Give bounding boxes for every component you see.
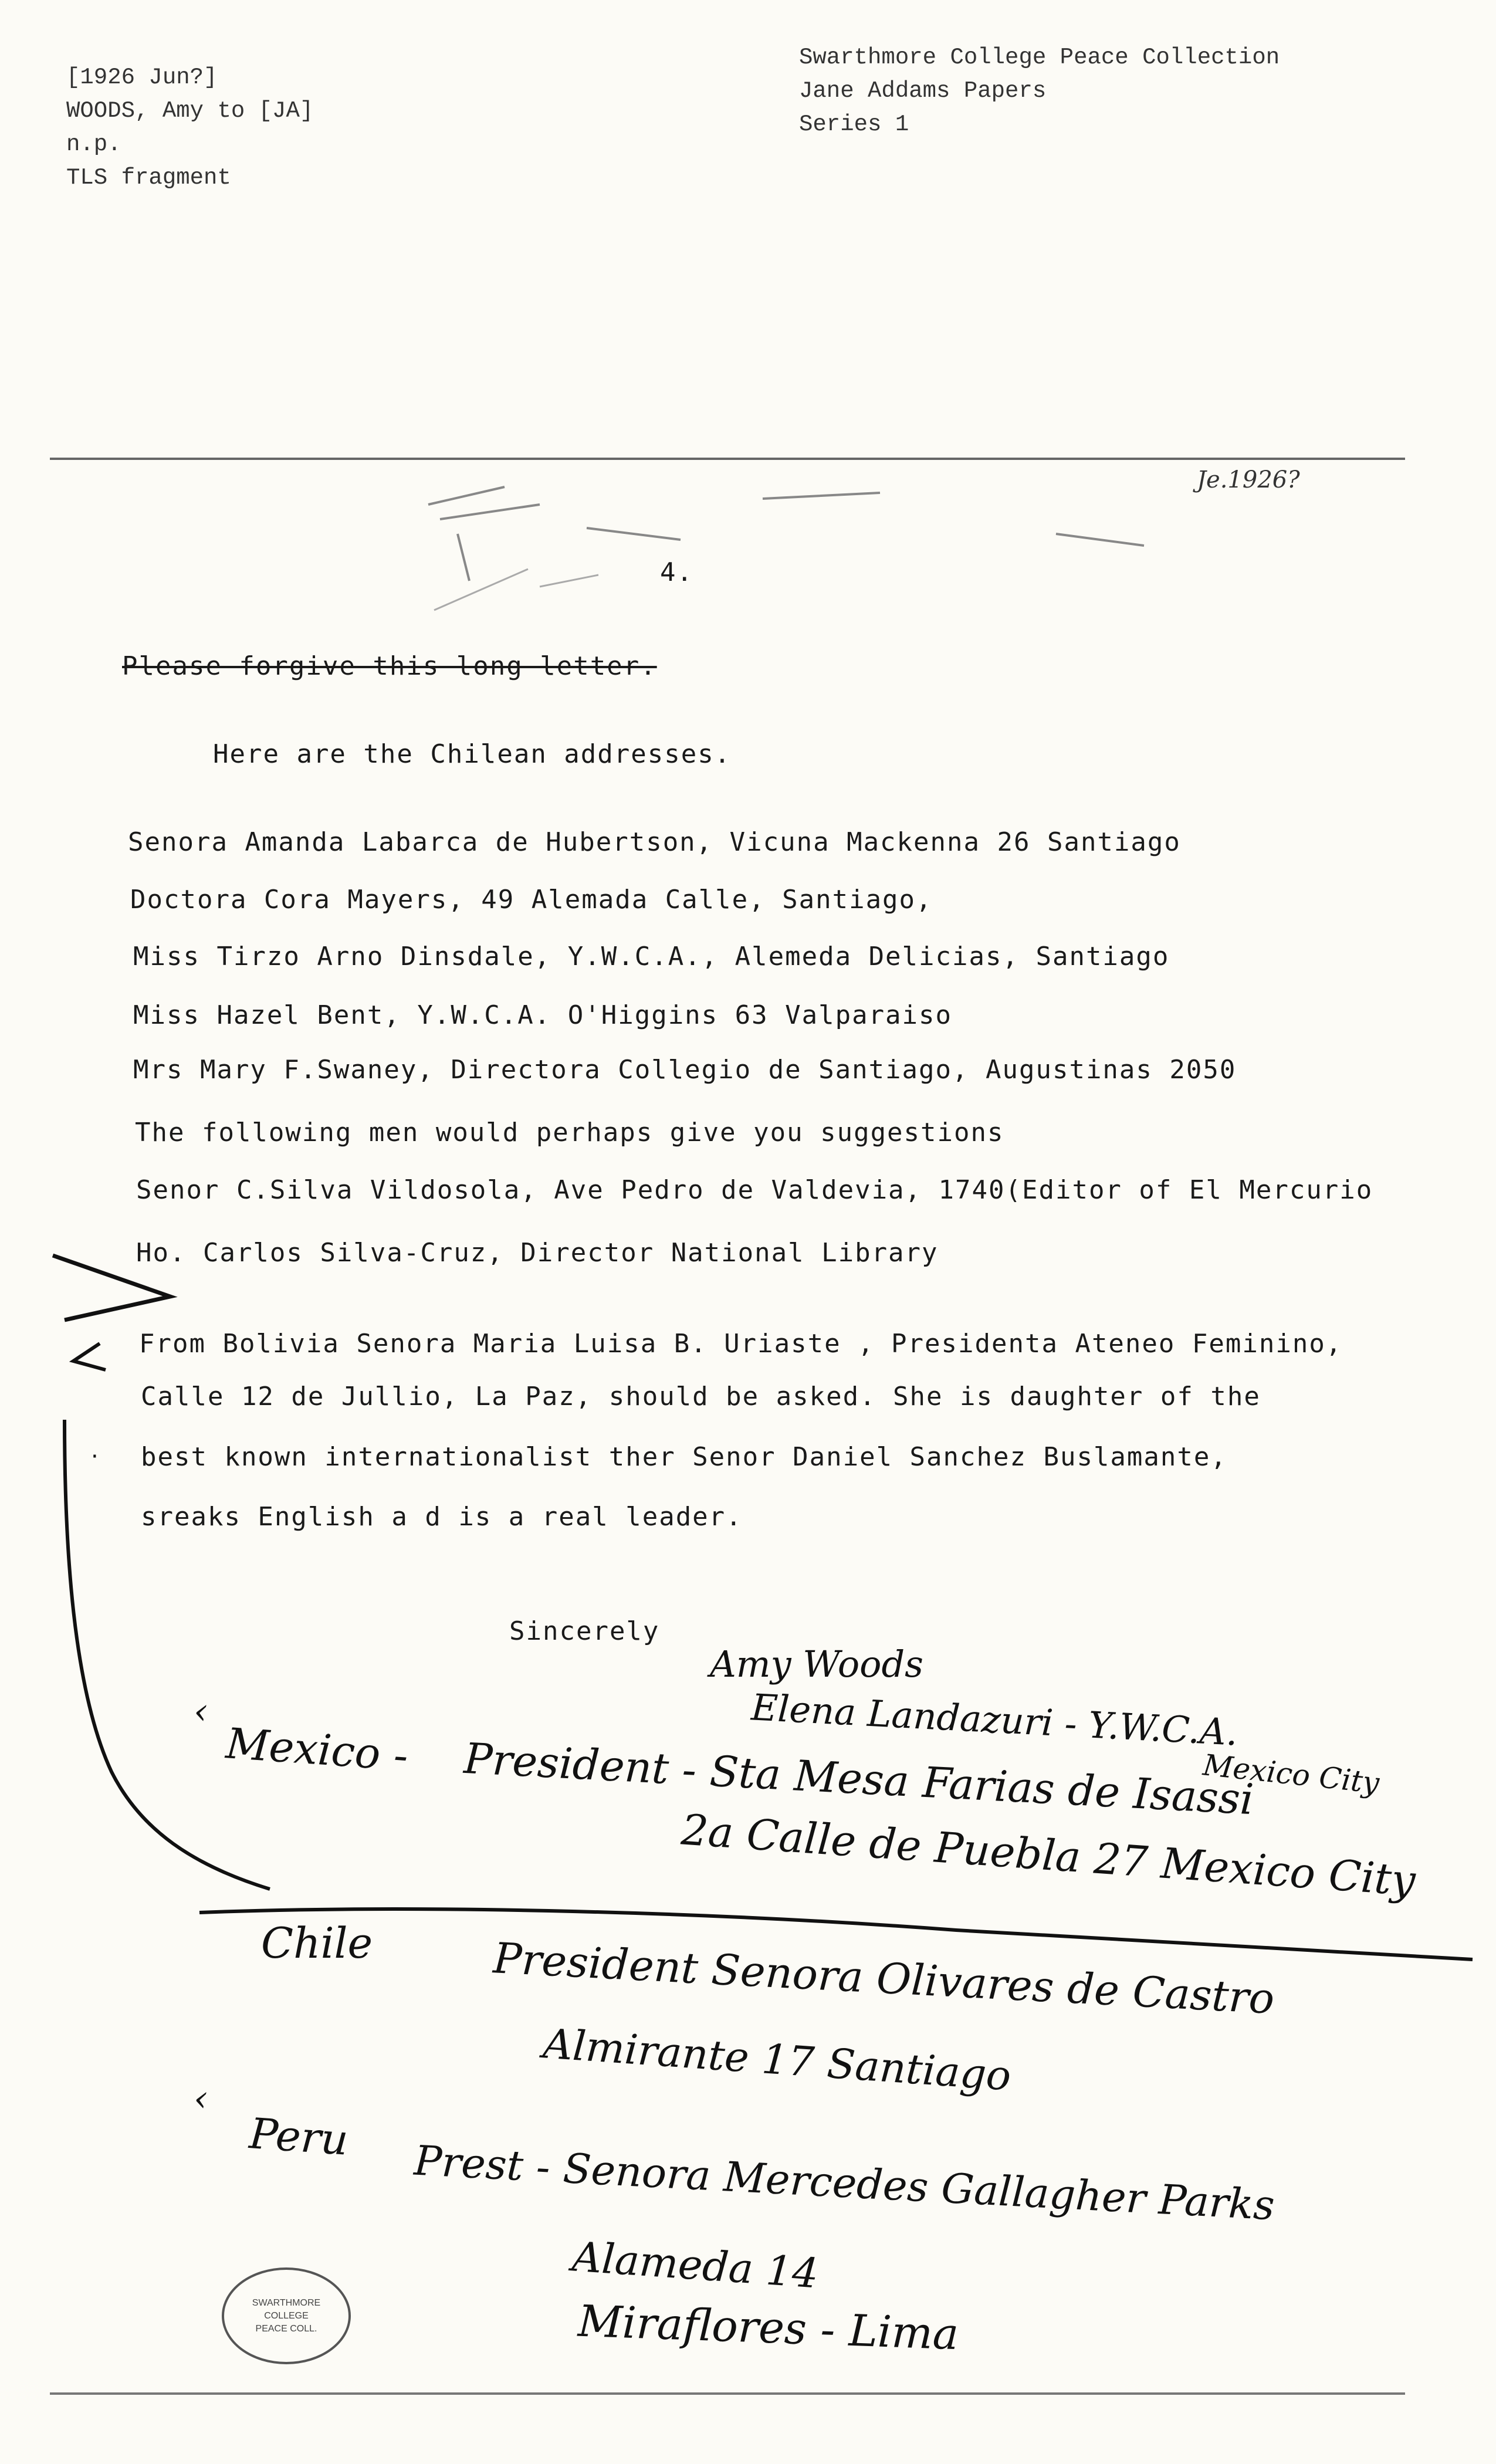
- struck-sentence: Please forgive this long letter.: [122, 651, 657, 681]
- address-line: Miss Hazel Bent, Y.W.C.A. O'Higgins 63 Valparaiso: [133, 1000, 953, 1030]
- archive-date: [1926 Jun?]: [66, 65, 218, 90]
- bolivia-line: best known internationalist ther Senor Daniel Sanchez Buslamante,: [141, 1442, 1227, 1472]
- intro-line: Here are the Chilean addresses.: [213, 739, 732, 769]
- closing: Sincerely: [509, 1616, 660, 1646]
- archive-place: n.p.: [66, 131, 121, 157]
- arrow-mark: ‹: [194, 2077, 208, 2120]
- stamp-line: PEACE COLL.: [255, 2323, 317, 2334]
- archive-collection: Swarthmore College Peace Collection: [799, 45, 1280, 70]
- handwritten-city: Miraflores - Lima: [577, 2296, 960, 2360]
- address-line: Senor C.Silva Vildosola, Ave Pedro de Valdevia, 1740(Editor of El Mercurio: [136, 1175, 1373, 1205]
- fragment-bottom-edge: [50, 2392, 1405, 2395]
- bolivia-line: Calle 12 de Jullio, La Paz, should be asked. She is daughter of the: [141, 1382, 1261, 1412]
- stamp-line: COLLEGE: [264, 2310, 309, 2321]
- archive-papers: Jane Addams Papers: [799, 78, 1047, 104]
- handwritten-address: Alameda 14: [570, 2232, 820, 2298]
- handwritten-president: Prest - Senora Mercedes Gallagher Parks: [412, 2136, 1276, 2230]
- archive-stamp: [222, 2267, 351, 2364]
- signature: Amy Woods: [710, 1643, 923, 1685]
- address-line: Miss Tirzo Arno Dinsdale, Y.W.C.A., Alemeda Delicias, Santiago: [133, 942, 1170, 972]
- address-line: Senora Amanda Labarca de Hubertson, Vicuna Mackenna 26 Santiago: [128, 827, 1181, 857]
- handwritten-contact: Elena Landazuri - Y.W.C.A.: [750, 1685, 1239, 1754]
- handwritten-president: President Senora Olivares de Castro: [492, 1933, 1276, 2023]
- margin-bracket-mark: [41, 1244, 287, 1948]
- archive-series: Series 1: [799, 111, 909, 137]
- stamp-line: SWARTHMORE: [252, 2297, 321, 2308]
- bolivia-line: sreaks English a d is a real leader.: [141, 1502, 743, 1532]
- bolivia-line: From Bolivia Senora Maria Luisa B. Uriaste , Presidenta Ateneo Feminino,: [139, 1329, 1343, 1359]
- handwritten-country: Peru: [248, 2108, 350, 2165]
- archive-doc-type: TLS fragment: [66, 165, 231, 191]
- address-line: Doctora Cora Mayers, 49 Alemada Calle, Santiago,: [130, 885, 933, 915]
- handwritten-president: President - Sta Mesa Farias de Isassi: [462, 1733, 1255, 1825]
- fragment-top-edge: [50, 458, 1405, 460]
- archive-metadata-left: [66, 61, 313, 195]
- address-line: Ho. Carlos Silva-Cruz, Director National Library: [136, 1238, 939, 1268]
- page-number: 4.: [660, 557, 693, 587]
- bullet-dot: ·: [91, 1443, 99, 1470]
- arrow-mark: ‹: [194, 1690, 208, 1732]
- handwritten-country: Chile: [261, 1918, 373, 1968]
- archive-correspondents: WOODS, Amy to [JA]: [66, 98, 314, 124]
- archive-metadata-right: [799, 41, 1280, 141]
- archival-date-note: Je.1926?: [1197, 466, 1300, 493]
- handwritten-address: 2a Calle de Puebla 27 Mexico City: [679, 1805, 1417, 1905]
- handwritten-country: Mexico -: [224, 1718, 410, 1781]
- address-line: Mrs Mary F.Swaney, Directora Collegio de Santiago, Augustinas 2050: [133, 1055, 1237, 1085]
- handwritten-contact-city: Mexico City: [1201, 1748, 1381, 1800]
- handwritten-address: Almirante 17 Santiago: [541, 2019, 1013, 2100]
- suggestions-line: The following men would perhaps give you suggestions: [135, 1118, 1004, 1148]
